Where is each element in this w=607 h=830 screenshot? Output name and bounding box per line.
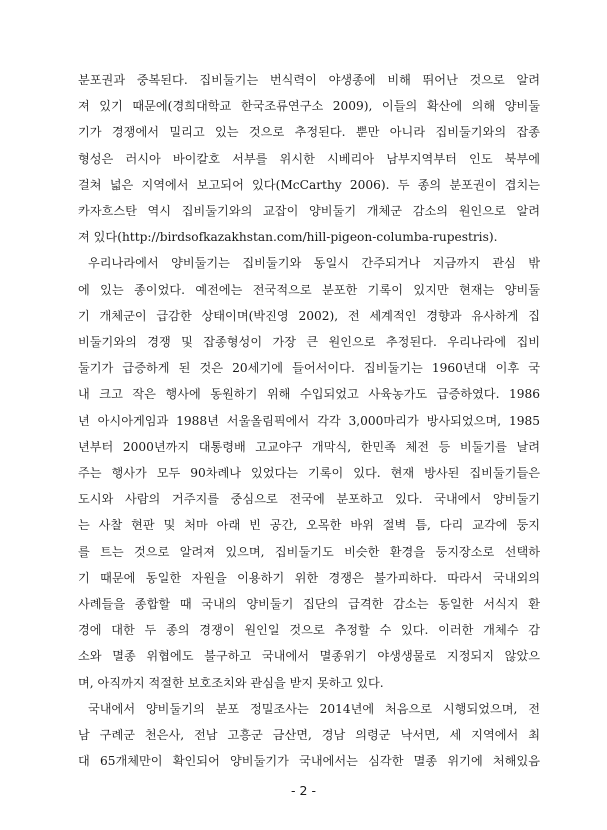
- text-line: 기 개체군이 급감한 상태이며(박진영 2002), 전 세계적인 경향과 유사하게 집: [78, 308, 540, 323]
- text-line: 우리나라에서 양비둘기는 집비둘기와 동일시 간주되거나 지금까지 관심 밖: [88, 256, 540, 271]
- text-line: 져 있다(http://birdsofkazakhstan.com/hill-pigeon-columba-rupestris).: [78, 230, 498, 245]
- text-line: 기 때문에 동일한 자원을 이용하기 위한 경쟁은 불가피하다. 따라서 국내외의: [78, 570, 540, 585]
- paragraph-1: [78, 67, 540, 250]
- text-line: 남 구례군 천은사, 전남 고흥군 금산면, 경남 의령군 낙서면, 세 지역에서 최: [78, 728, 540, 743]
- text-line: 져 있기 때문에(경희대학교 한국조류연구소 2009), 이들의 확산에 의해 양비둘: [78, 99, 540, 114]
- text-line: 에 있는 종이었다. 예전에는 전국적으로 분포한 기록이 있지만 현재는 양비둘: [78, 282, 540, 297]
- text-line: 경에 대한 두 종의 경쟁이 원인일 것으로 추정할 수 있다. 이러한 개체수 감: [78, 623, 540, 638]
- text-line: 를 트는 것으로 알려져 있으며, 집비둘기도 비슷한 환경을 둥지장소로 선택하: [78, 544, 540, 559]
- text-line: 년 아시아게임과 1988년 서울올림픽에서 각각 3,000마리가 방사되었으며, 1985: [78, 413, 540, 428]
- text-line: 도시와 사람의 거주지를 중심으로 전국에 분포하고 있다. 국내에서 양비둘기: [78, 492, 540, 507]
- text-line: 국내에서 양비둘기의 분포 정밀조사는 2014년에 처음으로 시행되었으며, 전: [88, 701, 540, 716]
- paragraph-3: [78, 696, 540, 775]
- text-line: 둘기가 급증하게 된 것은 20세기에 들어서이다. 집비둘기는 1960년대 이후 국: [78, 361, 540, 376]
- text-line: 년부터 2000년까지 대통령배 고교야구 개막식, 한민족 체전 등 비둘기를 날려: [78, 439, 540, 454]
- text-line: 사례들을 종합할 때 국내의 양비둘기 집단의 급격한 감소는 동일한 서식지 환: [78, 597, 540, 612]
- text-line: 며, 아직까지 적절한 보호조치와 관심을 받지 못하고 있다.: [78, 675, 384, 690]
- text-line: 기가 경쟁에서 밀리고 있는 것으로 추정된다. 뿐만 아니라 집비둘기와의 잡종: [78, 125, 540, 140]
- text-line: 는 사찰 현판 및 처마 아래 빈 공간, 오목한 바위 절벽 틈, 다리 교각에 둥지: [78, 518, 540, 533]
- text-line: 분포권과 중복된다. 집비둘기는 번식력이 야생종에 비해 뛰어난 것으로 알려: [78, 73, 540, 87]
- text-line: 주는 행사가 모두 90차례나 있었다는 기록이 있다. 현재 방사된 집비둘기들은: [78, 466, 540, 481]
- text-line: 내 크고 작은 행사에 동원하기 위해 수입되었고 사육농가도 급증하였다. 1986: [78, 387, 540, 402]
- body-text: [78, 67, 540, 774]
- page-number: - 2 -: [291, 783, 316, 798]
- text-line: 소와 멸종 위협에도 불구하고 국내에서 멸종위기 야생생물로 지정되지 않았으: [78, 649, 540, 664]
- paragraph-2: [78, 250, 540, 695]
- text-line: 카자흐스탄 역시 집비둘기와의 교잡이 양비둘기 개체군 감소의 원인으로 알려: [78, 204, 540, 219]
- text-line: 비둘기와의 경쟁 및 잡종형성이 가장 큰 원인으로 추정된다. 우리나라에 집비: [78, 335, 540, 350]
- text-line: 형성은 러시아 바이칼호 서부를 위시한 시베리아 남부지역부터 인도 북부에: [78, 151, 540, 166]
- text-line: 걸쳐 넓은 지역에서 보고되어 있다(McCarthy 2006). 두 종의 분포권이 겹치는: [78, 177, 540, 192]
- text-line: 대 65개체만이 확인되어 양비둘기가 국내에서는 심각한 멸종 위기에 처해있음: [78, 754, 540, 769]
